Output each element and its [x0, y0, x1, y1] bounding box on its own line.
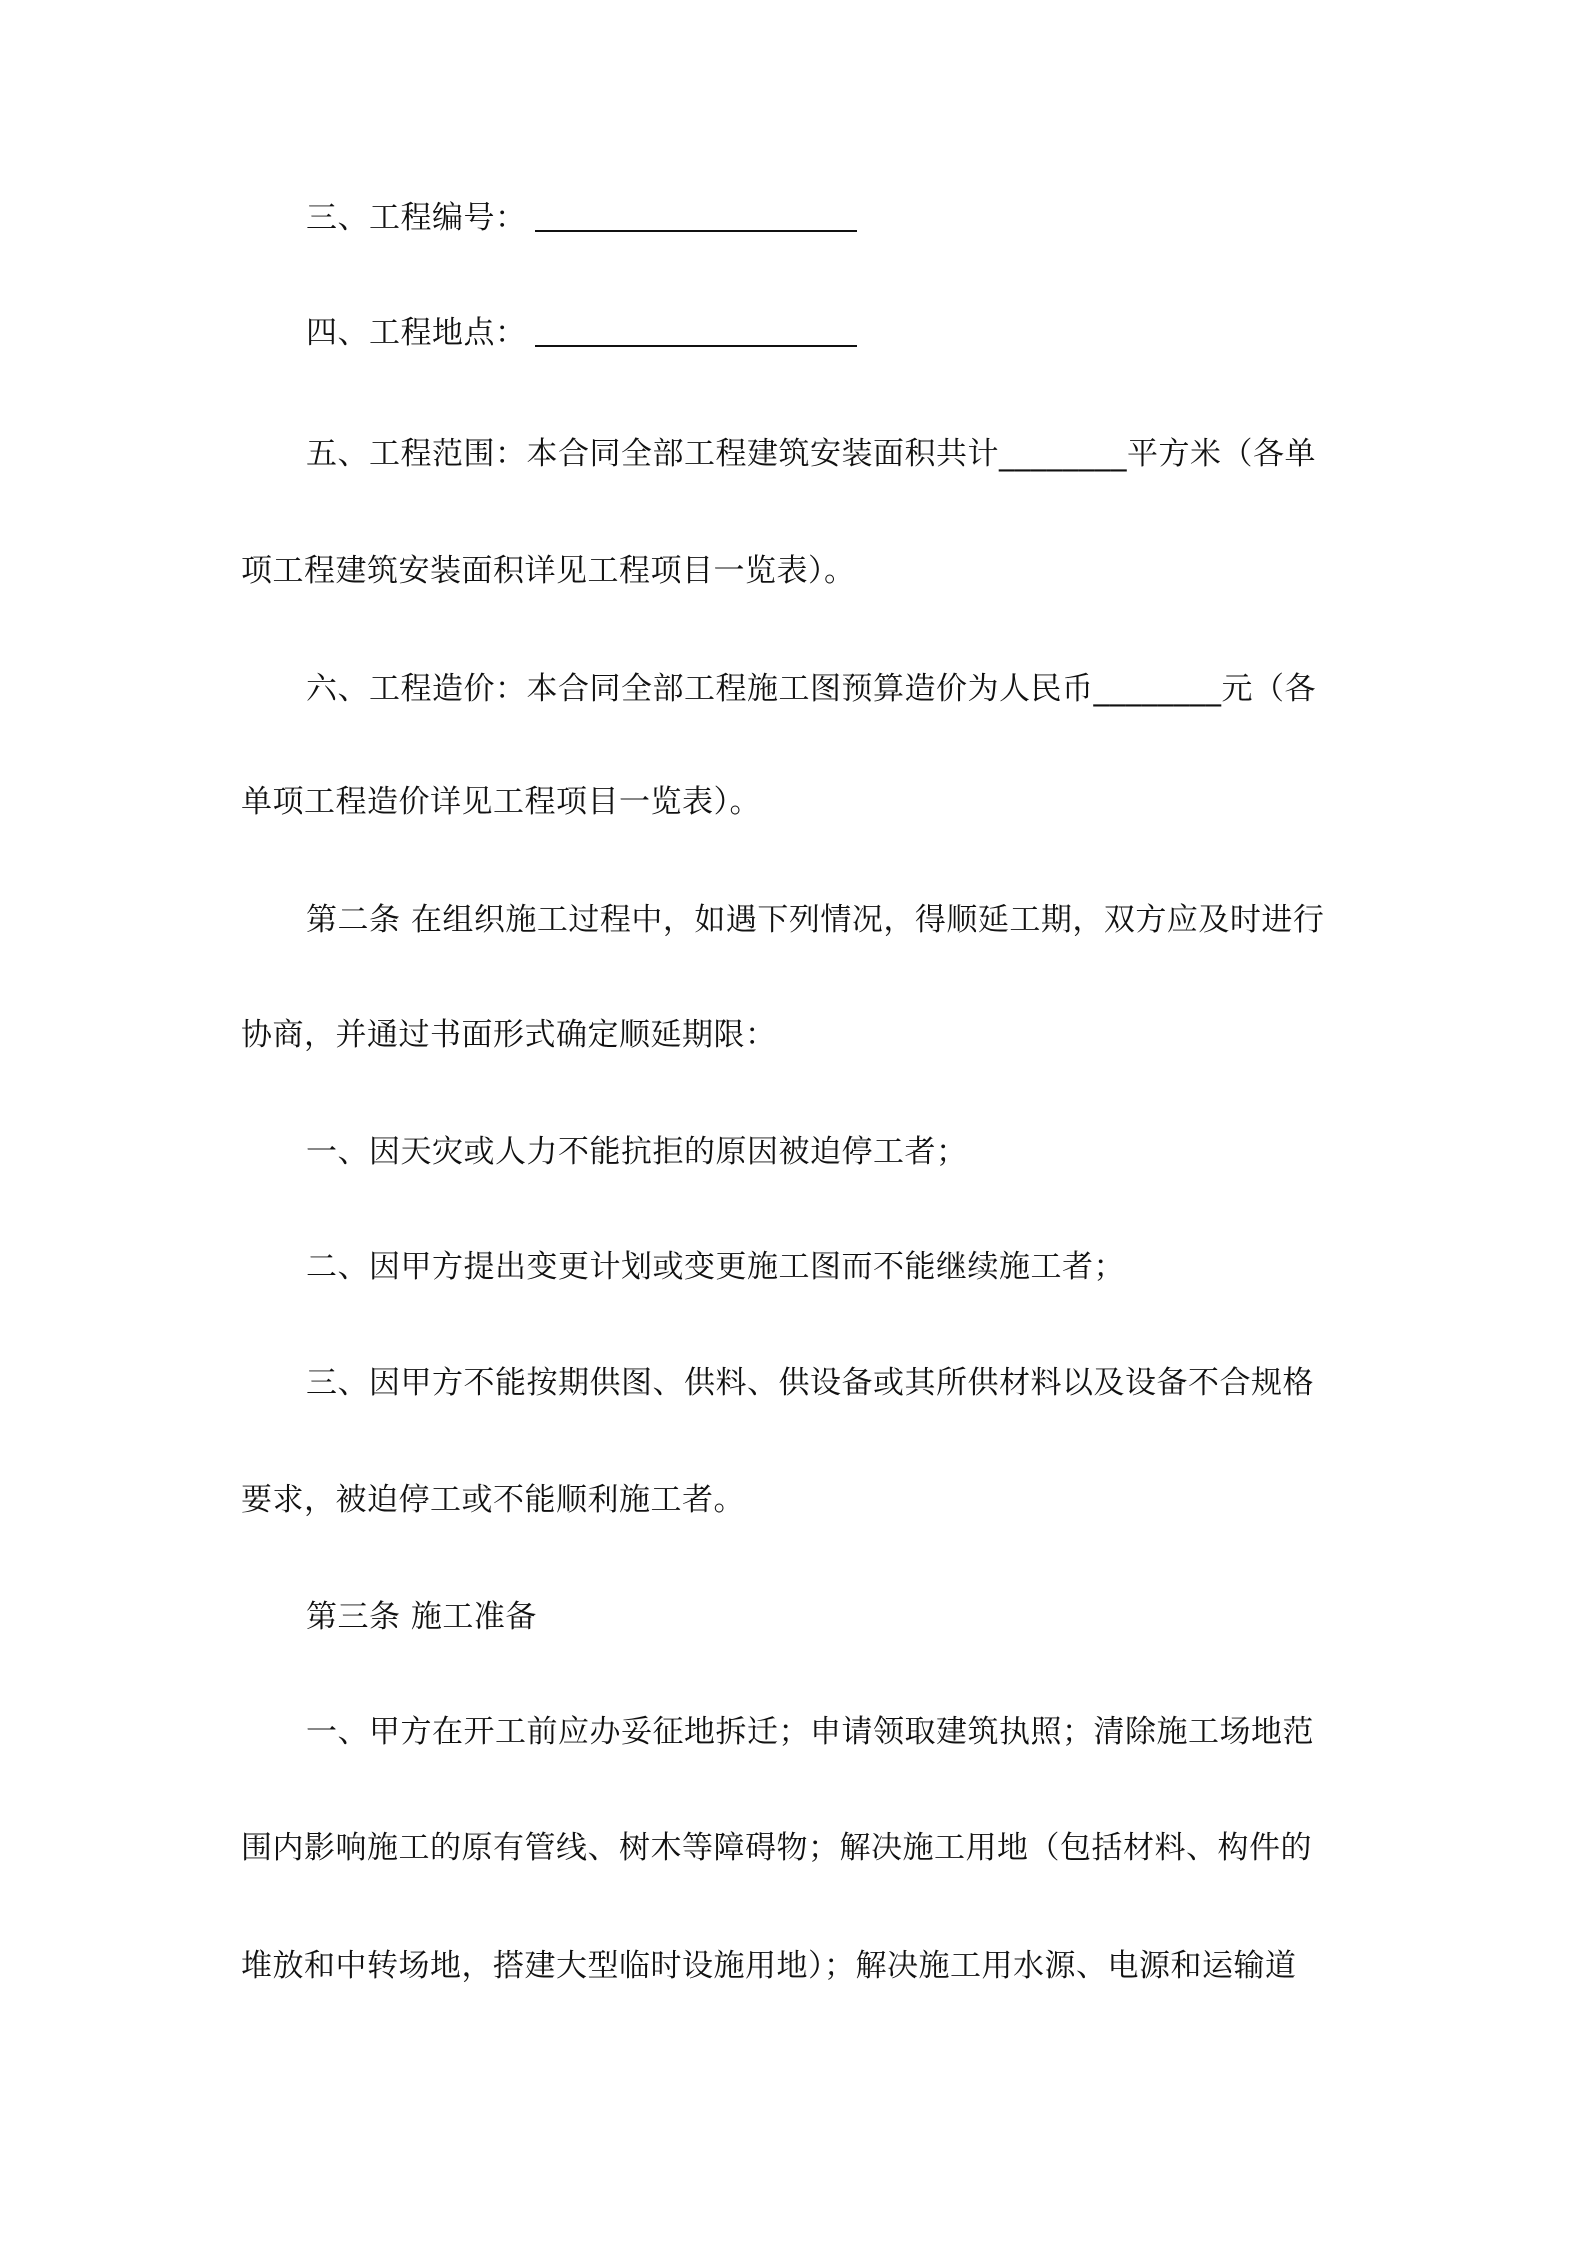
- list-item-line: 三、因甲方不能按期供图、供料、供设备或其所供材料以及设备不合规格: [306, 1365, 1314, 1401]
- article-heading-line: 第二条 在组织施工过程中，如遇下列情况，得顺延工期，双方应及时进行: [306, 902, 1325, 938]
- paragraph-line: [306, 311, 1424, 355]
- paragraph-line: 要求，被迫停工或不能顺利施工者。: [241, 1482, 745, 1518]
- paragraph-line: 堆放和中转场地，搭建大型临时设施用地）；解决施工用水源、电源和运输道: [241, 1948, 1297, 1984]
- field-label-project-number: 三、工程编号：: [306, 200, 527, 236]
- paragraph-line: 围内影响施工的原有管线、树木等障碍物；解决施工用地（包括材料、构件的: [241, 1830, 1312, 1866]
- list-item-line: 一、甲方在开工前应办妥征地拆迁；申请领取建筑执照；清除施工场地范: [306, 1714, 1314, 1750]
- paragraph-line: 五、工程范围：本合同全部工程建筑安装面积共计________平方米（各单: [306, 436, 1316, 472]
- paragraph-line: 单项工程造价详见工程项目一览表）。: [241, 784, 761, 820]
- paragraph-line: 六、工程造价：本合同全部工程施工图预算造价为人民币________元（各: [306, 671, 1316, 707]
- paragraph-line: [306, 196, 1424, 240]
- field-label-project-location: 四、工程地点：: [306, 315, 527, 351]
- paragraph-line: 协商，并通过书面形式确定顺延期限：: [241, 1017, 777, 1053]
- blank-fill-line: [535, 200, 857, 232]
- list-item-line: 二、因甲方提出变更计划或变更施工图而不能继续施工者；: [306, 1249, 1125, 1285]
- list-item-line: 一、因天灾或人力不能抗拒的原因被迫停工者；: [306, 1134, 968, 1170]
- article-heading-line: 第三条 施工准备: [306, 1599, 537, 1635]
- paragraph-line: 项工程建筑安装面积详见工程项目一览表）。: [241, 553, 856, 589]
- blank-fill-line: [535, 315, 857, 347]
